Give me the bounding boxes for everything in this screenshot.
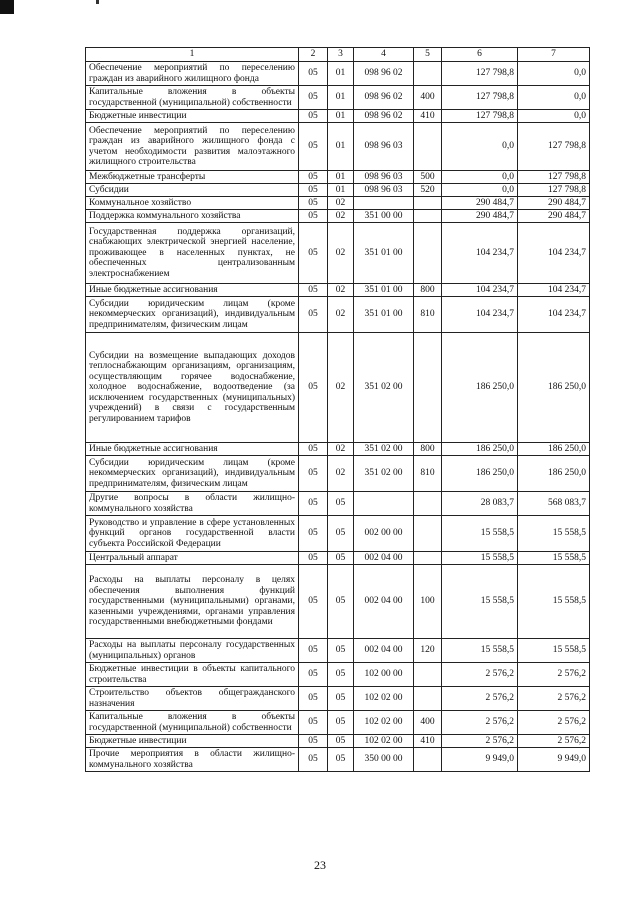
cell-section: 05 bbox=[299, 210, 328, 223]
cell-target-article: 350 00 00 bbox=[354, 748, 414, 772]
cell-section: 05 bbox=[299, 86, 328, 110]
cell-expense-type: 400 bbox=[414, 711, 442, 735]
table-row bbox=[86, 110, 590, 123]
cell-subsection: 02 bbox=[328, 197, 354, 210]
cell-target-article: 351 01 00 bbox=[354, 297, 414, 333]
column-header: 2 bbox=[299, 48, 328, 62]
cell-expense-type bbox=[414, 492, 442, 516]
table-row bbox=[86, 687, 590, 711]
cell-amount-year2: 186 250,0 bbox=[518, 443, 590, 456]
cell-name: Бюджетные инвестиции в объекты капитального строительства bbox=[86, 663, 299, 687]
cell-subsection: 02 bbox=[328, 210, 354, 223]
cell-name: Расходы на выплаты персоналу государственных (муниципальных) органов bbox=[86, 639, 299, 663]
cell-name: Центральный аппарат bbox=[86, 552, 299, 565]
cell-section: 05 bbox=[299, 687, 328, 711]
cell-name: Государственная поддержка организаций, снабжающих электрической энергией население, проживающее в населенных пунктах, не обеспеченных централизованным электроснабжением bbox=[86, 223, 299, 284]
cell-amount-year2: 9 949,0 bbox=[518, 748, 590, 772]
cell-amount-year1: 2 576,2 bbox=[442, 711, 518, 735]
cell-name: Поддержка коммунального хозяйства bbox=[86, 210, 299, 223]
budget-table bbox=[85, 47, 590, 772]
cell-subsection: 01 bbox=[328, 86, 354, 110]
cell-amount-year1: 290 484,7 bbox=[442, 210, 518, 223]
table-row bbox=[86, 62, 590, 86]
cell-target-article bbox=[354, 197, 414, 210]
scan-tick-mark bbox=[96, 0, 99, 4]
cell-amount-year2: 15 558,5 bbox=[518, 639, 590, 663]
cell-target-article: 351 00 00 bbox=[354, 210, 414, 223]
cell-target-article: 351 02 00 bbox=[354, 443, 414, 456]
cell-target-article: 098 96 03 bbox=[354, 171, 414, 184]
cell-target-article: 351 01 00 bbox=[354, 223, 414, 284]
cell-expense-type: 800 bbox=[414, 443, 442, 456]
cell-amount-year1: 127 798,8 bbox=[442, 62, 518, 86]
cell-amount-year1: 15 558,5 bbox=[442, 552, 518, 565]
cell-section: 05 bbox=[299, 492, 328, 516]
scan-corner-mark bbox=[0, 0, 14, 14]
cell-target-article: 002 04 00 bbox=[354, 552, 414, 565]
cell-target-article: 351 02 00 bbox=[354, 333, 414, 443]
cell-subsection: 01 bbox=[328, 171, 354, 184]
cell-name: Бюджетные инвестиции bbox=[86, 110, 299, 123]
cell-subsection: 05 bbox=[328, 492, 354, 516]
cell-amount-year2: 15 558,5 bbox=[518, 565, 590, 639]
column-header: 4 bbox=[354, 48, 414, 62]
cell-amount-year1: 2 576,2 bbox=[442, 663, 518, 687]
cell-subsection: 01 bbox=[328, 62, 354, 86]
cell-target-article: 098 96 03 bbox=[354, 184, 414, 197]
cell-section: 05 bbox=[299, 639, 328, 663]
cell-name: Обеспечение мероприятий по переселению граждан из аварийного жилищного фонда с учетом необходимости развития малоэтажного жилищного строительства bbox=[86, 123, 299, 171]
cell-expense-type: 810 bbox=[414, 297, 442, 333]
cell-name: Субсидии bbox=[86, 184, 299, 197]
cell-target-article: 098 96 02 bbox=[354, 110, 414, 123]
cell-amount-year1: 290 484,7 bbox=[442, 197, 518, 210]
cell-target-article: 351 02 00 bbox=[354, 456, 414, 492]
cell-expense-type: 520 bbox=[414, 184, 442, 197]
table-row bbox=[86, 565, 590, 639]
cell-expense-type: 400 bbox=[414, 86, 442, 110]
cell-section: 05 bbox=[299, 565, 328, 639]
table-row bbox=[86, 639, 590, 663]
cell-amount-year2: 2 576,2 bbox=[518, 711, 590, 735]
cell-expense-type bbox=[414, 516, 442, 552]
column-header: 6 bbox=[442, 48, 518, 62]
cell-amount-year1: 15 558,5 bbox=[442, 639, 518, 663]
table-header-row bbox=[86, 48, 590, 62]
cell-amount-year1: 104 234,7 bbox=[442, 223, 518, 284]
cell-section: 05 bbox=[299, 284, 328, 297]
cell-expense-type bbox=[414, 123, 442, 171]
cell-amount-year1: 2 576,2 bbox=[442, 735, 518, 748]
cell-expense-type bbox=[414, 223, 442, 284]
cell-expense-type: 410 bbox=[414, 735, 442, 748]
cell-amount-year1: 9 949,0 bbox=[442, 748, 518, 772]
cell-subsection: 05 bbox=[328, 711, 354, 735]
cell-subsection: 05 bbox=[328, 552, 354, 565]
cell-subsection: 05 bbox=[328, 565, 354, 639]
cell-target-article: 102 00 00 bbox=[354, 663, 414, 687]
cell-subsection: 05 bbox=[328, 748, 354, 772]
cell-name: Капитальные вложения в объекты государственной (муниципальной) собственности bbox=[86, 711, 299, 735]
cell-amount-year1: 0,0 bbox=[442, 184, 518, 197]
cell-name: Прочие мероприятия в области жилищно-коммунального хозяйства bbox=[86, 748, 299, 772]
cell-expense-type bbox=[414, 210, 442, 223]
cell-amount-year2: 127 798,8 bbox=[518, 123, 590, 171]
cell-section: 05 bbox=[299, 297, 328, 333]
cell-amount-year1: 104 234,7 bbox=[442, 297, 518, 333]
cell-subsection: 05 bbox=[328, 663, 354, 687]
cell-amount-year1: 0,0 bbox=[442, 171, 518, 184]
cell-section: 05 bbox=[299, 456, 328, 492]
cell-amount-year2: 0,0 bbox=[518, 86, 590, 110]
cell-name: Строительство объектов общегражданского назначения bbox=[86, 687, 299, 711]
cell-subsection: 05 bbox=[328, 639, 354, 663]
table-row bbox=[86, 492, 590, 516]
table-row bbox=[86, 197, 590, 210]
cell-subsection: 05 bbox=[328, 735, 354, 748]
cell-section: 05 bbox=[299, 333, 328, 443]
cell-amount-year1: 104 234,7 bbox=[442, 284, 518, 297]
cell-name: Обеспечение мероприятий по переселению граждан из аварийного жилищного фонда bbox=[86, 62, 299, 86]
cell-section: 05 bbox=[299, 443, 328, 456]
cell-expense-type: 800 bbox=[414, 284, 442, 297]
cell-section: 05 bbox=[299, 748, 328, 772]
cell-expense-type: 500 bbox=[414, 171, 442, 184]
cell-section: 05 bbox=[299, 735, 328, 748]
cell-expense-type bbox=[414, 663, 442, 687]
cell-name: Субсидии юридическим лицам (кроме некоммерческих организаций), индивидуальным предпринимателям, физическим лицам bbox=[86, 456, 299, 492]
cell-name: Субсидии на возмещение выпадающих доходов теплоснабжающим организациям, организациям, осуществляющим горячее водоснабжение, холодное водоснабжение, водоотведение (за исключением государственных (муниципальных) учреждений) в связи с государственным регулированием тарифов bbox=[86, 333, 299, 443]
cell-name: Руководство и управление в сфере установленных функций органов государственной власти субъекта Российской Федерации bbox=[86, 516, 299, 552]
column-header: 5 bbox=[414, 48, 442, 62]
cell-name: Другие вопросы в области жилищно-коммунального хозяйства bbox=[86, 492, 299, 516]
cell-amount-year2: 186 250,0 bbox=[518, 333, 590, 443]
cell-section: 05 bbox=[299, 171, 328, 184]
cell-target-article: 002 04 00 bbox=[354, 565, 414, 639]
cell-amount-year1: 28 083,7 bbox=[442, 492, 518, 516]
cell-amount-year1: 15 558,5 bbox=[442, 516, 518, 552]
cell-amount-year2: 104 234,7 bbox=[518, 223, 590, 284]
cell-amount-year2: 127 798,8 bbox=[518, 171, 590, 184]
cell-expense-type: 100 bbox=[414, 565, 442, 639]
table-row bbox=[86, 711, 590, 735]
cell-name: Иные бюджетные ассигнования bbox=[86, 284, 299, 297]
cell-section: 05 bbox=[299, 110, 328, 123]
cell-subsection: 02 bbox=[328, 297, 354, 333]
cell-section: 05 bbox=[299, 62, 328, 86]
table-row bbox=[86, 223, 590, 284]
cell-name: Бюджетные инвестиции bbox=[86, 735, 299, 748]
cell-amount-year1: 127 798,8 bbox=[442, 110, 518, 123]
cell-expense-type bbox=[414, 687, 442, 711]
cell-amount-year1: 127 798,8 bbox=[442, 86, 518, 110]
cell-amount-year1: 186 250,0 bbox=[442, 443, 518, 456]
cell-section: 05 bbox=[299, 552, 328, 565]
cell-target-article bbox=[354, 492, 414, 516]
cell-section: 05 bbox=[299, 197, 328, 210]
cell-target-article: 098 96 02 bbox=[354, 86, 414, 110]
cell-section: 05 bbox=[299, 663, 328, 687]
table-row bbox=[86, 171, 590, 184]
cell-subsection: 02 bbox=[328, 333, 354, 443]
cell-amount-year1: 2 576,2 bbox=[442, 687, 518, 711]
cell-target-article: 098 96 02 bbox=[354, 62, 414, 86]
cell-subsection: 02 bbox=[328, 456, 354, 492]
cell-amount-year2: 2 576,2 bbox=[518, 687, 590, 711]
table-row bbox=[86, 184, 590, 197]
cell-target-article: 102 02 00 bbox=[354, 687, 414, 711]
cell-expense-type bbox=[414, 62, 442, 86]
cell-target-article: 098 96 03 bbox=[354, 123, 414, 171]
cell-section: 05 bbox=[299, 711, 328, 735]
column-header: 7 bbox=[518, 48, 590, 62]
table-row bbox=[86, 333, 590, 443]
table-row bbox=[86, 210, 590, 223]
cell-amount-year2: 290 484,7 bbox=[518, 210, 590, 223]
cell-target-article: 351 01 00 bbox=[354, 284, 414, 297]
table-body bbox=[86, 62, 590, 772]
cell-target-article: 002 04 00 bbox=[354, 639, 414, 663]
column-header: 1 bbox=[86, 48, 299, 62]
cell-target-article: 102 02 00 bbox=[354, 711, 414, 735]
cell-expense-type bbox=[414, 333, 442, 443]
cell-section: 05 bbox=[299, 223, 328, 284]
cell-amount-year2: 15 558,5 bbox=[518, 552, 590, 565]
cell-expense-type: 810 bbox=[414, 456, 442, 492]
table-row bbox=[86, 516, 590, 552]
cell-subsection: 05 bbox=[328, 687, 354, 711]
cell-amount-year2: 0,0 bbox=[518, 110, 590, 123]
cell-amount-year1: 15 558,5 bbox=[442, 565, 518, 639]
cell-amount-year2: 290 484,7 bbox=[518, 197, 590, 210]
cell-amount-year2: 2 576,2 bbox=[518, 663, 590, 687]
cell-subsection: 01 bbox=[328, 184, 354, 197]
cell-section: 05 bbox=[299, 516, 328, 552]
table-row bbox=[86, 86, 590, 110]
cell-amount-year1: 186 250,0 bbox=[442, 456, 518, 492]
table-row bbox=[86, 456, 590, 492]
cell-subsection: 02 bbox=[328, 443, 354, 456]
cell-amount-year2: 104 234,7 bbox=[518, 297, 590, 333]
cell-subsection: 05 bbox=[328, 516, 354, 552]
cell-target-article: 102 02 00 bbox=[354, 735, 414, 748]
cell-amount-year1: 186 250,0 bbox=[442, 333, 518, 443]
cell-subsection: 02 bbox=[328, 284, 354, 297]
cell-target-article: 002 00 00 bbox=[354, 516, 414, 552]
cell-amount-year1: 0,0 bbox=[442, 123, 518, 171]
cell-amount-year2: 2 576,2 bbox=[518, 735, 590, 748]
table-row bbox=[86, 443, 590, 456]
cell-expense-type: 120 bbox=[414, 639, 442, 663]
cell-expense-type bbox=[414, 552, 442, 565]
cell-subsection: 01 bbox=[328, 123, 354, 171]
table-row bbox=[86, 748, 590, 772]
cell-name: Коммунальное хозяйство bbox=[86, 197, 299, 210]
cell-expense-type bbox=[414, 748, 442, 772]
cell-amount-year2: 186 250,0 bbox=[518, 456, 590, 492]
cell-section: 05 bbox=[299, 184, 328, 197]
table-row bbox=[86, 297, 590, 333]
page-number: 23 bbox=[314, 858, 326, 872]
cell-subsection: 01 bbox=[328, 110, 354, 123]
cell-expense-type bbox=[414, 197, 442, 210]
cell-name: Капитальные вложения в объекты государственной (муниципальной) собственности bbox=[86, 86, 299, 110]
cell-name: Иные бюджетные ассигнования bbox=[86, 443, 299, 456]
table-row bbox=[86, 552, 590, 565]
cell-expense-type: 410 bbox=[414, 110, 442, 123]
table-row bbox=[86, 123, 590, 171]
cell-amount-year2: 568 083,7 bbox=[518, 492, 590, 516]
cell-amount-year2: 0,0 bbox=[518, 62, 590, 86]
table-row bbox=[86, 284, 590, 297]
table-row bbox=[86, 735, 590, 748]
cell-name: Субсидии юридическим лицам (кроме некоммерческих организаций), индивидуальным предпринимателям, физическим лицам bbox=[86, 297, 299, 333]
cell-amount-year2: 15 558,5 bbox=[518, 516, 590, 552]
cell-section: 05 bbox=[299, 123, 328, 171]
cell-subsection: 02 bbox=[328, 223, 354, 284]
cell-name: Межбюджетные трансферты bbox=[86, 171, 299, 184]
table-row bbox=[86, 663, 590, 687]
cell-amount-year2: 127 798,8 bbox=[518, 184, 590, 197]
cell-name: Расходы на выплаты персоналу в целях обеспечения выполнения функций государственными (муниципальными) органами, казенными учреждениями, органами управления государственными внебюджетными фондами bbox=[86, 565, 299, 639]
cell-amount-year2: 104 234,7 bbox=[518, 284, 590, 297]
column-header: 3 bbox=[328, 48, 354, 62]
